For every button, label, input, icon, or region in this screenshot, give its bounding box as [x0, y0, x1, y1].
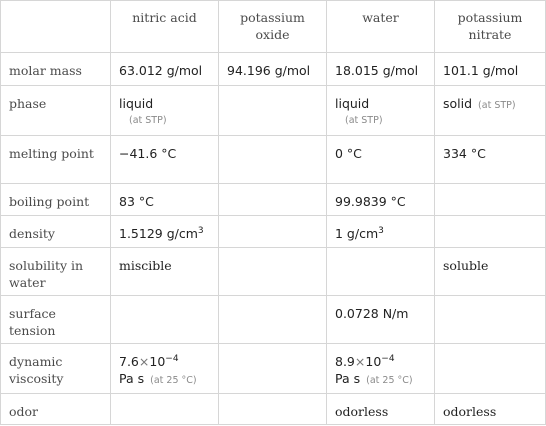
solubility-potassium-oxide [219, 248, 327, 296]
phase-water-value: liquid [335, 96, 370, 111]
viscosity-water-note: (at 25 °C) [366, 375, 413, 386]
row-label-density: density [1, 216, 111, 248]
dynamic-viscosity-potassium-oxide [219, 344, 327, 394]
odor-nitric-acid [111, 394, 219, 425]
density-potassium-oxide [219, 216, 327, 248]
viscosity-nitric-acid-times: × [138, 354, 150, 369]
density-nitric-acid-exponent: 3 [197, 226, 204, 236]
melting-point-potassium-oxide [219, 136, 327, 184]
viscosity-water-mantissa: 8.9 [335, 354, 355, 369]
odor-potassium-nitrate: odorless [435, 394, 546, 425]
row-surface-tension [1, 296, 546, 344]
solubility-nitric-acid: miscible [111, 248, 219, 296]
row-density [1, 216, 546, 248]
density-nitric-acid-value: 1.5129 g/cm [119, 226, 198, 241]
density-nitric-acid [111, 216, 219, 248]
viscosity-water-exponent: −4 [381, 354, 395, 364]
viscosity-nitric-acid-mantissa: 7.6 [119, 354, 139, 369]
solubility-potassium-nitrate: soluble [435, 248, 546, 296]
viscosity-nitric-acid-unit: Pa s [119, 371, 145, 386]
viscosity-water-unit: Pa s [335, 371, 361, 386]
row-melting-point [1, 136, 546, 184]
boiling-point-nitric-acid: 83 °C [111, 184, 219, 216]
row-label-dynamic-viscosity: dynamic viscosity [1, 344, 111, 394]
molar-mass-potassium-oxide: 94.196 g/mol [219, 53, 327, 86]
molar-mass-nitric-acid: 63.012 g/mol [111, 53, 219, 86]
molar-mass-water: 18.015 g/mol [327, 53, 435, 86]
row-label-melting-point: melting point [1, 136, 111, 184]
header-potassium-nitrate: potassium nitrate [435, 1, 546, 53]
viscosity-nitric-acid-base: 10 [149, 354, 166, 369]
phase-water-note: (at STP) [345, 115, 383, 126]
surface-tension-nitric-acid [111, 296, 219, 344]
boiling-point-water: 99.9839 °C [327, 184, 435, 216]
viscosity-nitric-acid-note: (at 25 °C) [150, 375, 197, 386]
surface-tension-potassium-oxide [219, 296, 327, 344]
density-water [327, 216, 435, 248]
density-water-value: 1 g/cm [335, 226, 379, 241]
row-label-boiling-point: boiling point [1, 184, 111, 216]
density-potassium-nitrate [435, 216, 546, 248]
header-nitric-acid: nitric acid [111, 1, 219, 53]
row-boiling-point [1, 184, 546, 216]
phase-nitric-acid [111, 86, 219, 136]
row-label-surface-tension: surface tension [1, 296, 111, 344]
header-corner [1, 1, 111, 53]
phase-potassium-oxide [219, 86, 327, 136]
header-water: water [327, 1, 435, 53]
phase-potassium-nitrate-value: solid [443, 96, 473, 111]
melting-point-water: 0 °C [327, 136, 435, 184]
dynamic-viscosity-water [327, 344, 435, 394]
row-label-molar-mass: molar mass [1, 53, 111, 86]
phase-nitric-acid-value: liquid [119, 96, 154, 111]
row-molar-mass [1, 53, 546, 86]
phase-potassium-nitrate [435, 86, 546, 136]
header-row [1, 1, 546, 53]
row-label-solubility: solubility in water [1, 248, 111, 296]
surface-tension-water: 0.0728 N/m [327, 296, 435, 344]
boiling-point-potassium-nitrate [435, 184, 546, 216]
phase-nitric-acid-note: (at STP) [129, 115, 167, 126]
row-label-phase: phase [1, 86, 111, 136]
solubility-water [327, 248, 435, 296]
phase-water [327, 86, 435, 136]
surface-tension-potassium-nitrate [435, 296, 546, 344]
header-potassium-oxide: potassium oxide [219, 1, 327, 53]
dynamic-viscosity-nitric-acid [111, 344, 219, 394]
row-solubility [1, 248, 546, 296]
row-dynamic-viscosity [1, 344, 546, 394]
melting-point-nitric-acid: −41.6 °C [111, 136, 219, 184]
density-water-exponent: 3 [378, 226, 384, 236]
viscosity-water-times: × [354, 354, 366, 369]
row-phase [1, 86, 546, 136]
odor-water: odorless [327, 394, 435, 425]
boiling-point-potassium-oxide [219, 184, 327, 216]
dynamic-viscosity-potassium-nitrate [435, 344, 546, 394]
row-odor [1, 394, 546, 425]
viscosity-nitric-acid-exponent: −4 [165, 354, 179, 364]
row-label-odor: odor [1, 394, 111, 425]
viscosity-water-base: 10 [365, 354, 382, 369]
odor-potassium-oxide [219, 394, 327, 425]
molar-mass-potassium-nitrate: 101.1 g/mol [435, 53, 546, 86]
melting-point-potassium-nitrate: 334 °C [435, 136, 546, 184]
phase-potassium-nitrate-note: (at STP) [478, 100, 516, 111]
